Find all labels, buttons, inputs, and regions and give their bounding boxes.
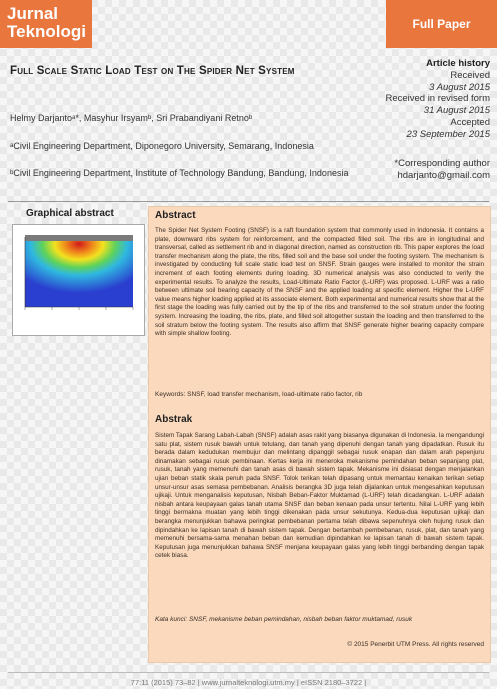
header-divider — [8, 201, 489, 202]
abstract-heading: Abstract — [155, 210, 196, 221]
abstract-keywords: Keywords: SNSF, load transfer mechanism, load-ultimate ratio factor, rib — [155, 391, 363, 398]
article-authors: Helmy Darjantoᵃ*, Masyhur Irsyamᵇ, Sri Prabandiyani Retnoᵇ — [10, 113, 253, 123]
history-title: Article history — [426, 58, 490, 69]
affiliation-b: ᵇCivil Engineering Department, Institute of Technology Bandung, Bandung, Indonesia — [10, 168, 349, 178]
corresponding-label: *Corresponding author — [394, 158, 490, 169]
paper-type-label: Full Paper — [412, 17, 471, 31]
accepted-label: Accepted — [450, 116, 490, 128]
footer-citation: 77:11 (2015) 73–82 | www.jurnalteknologi.utm.my | eISSN 2180–3722 | — [130, 678, 367, 687]
corresponding-author — [350, 158, 490, 182]
corresponding-email[interactable]: hdarjanto@gmail.com — [397, 170, 490, 181]
article-title: Full Scale Static Load Test on The Spider Net System — [10, 65, 295, 77]
abstrak-heading: Abstrak — [155, 414, 193, 425]
paper-type-block — [386, 0, 497, 48]
journal-name-line1: Jurnal — [7, 4, 59, 23]
footer-divider — [8, 672, 489, 673]
revised-date: 31 August 2015 — [423, 105, 490, 117]
revised-label: Received in revised form — [385, 93, 490, 105]
journal-logo-block — [0, 0, 92, 48]
abstrak-text: Sistem Tapak Sarang Labah-Labah (SNSF) adalah asas rakit yang biasanya digunakan di Indonesia. Ia mengandungi satu plat, sistem rusuk bawah untuk tetulang, dan tanah yang dipenuhi dengan tanah yang dipadatkan. Rusuk itu berada dalam kedudukan membujur dan melintang dipanggil sebagai rusuk enapan dan dalam arah pepenjuru dinamakan sebagai rusuk pembinaan. Kertas kerja ini meneroka mekanisme pemindahan beban sepanjang plat, rusuk, tanah yang memenuhi dan tanah asas di bawah sistem tapak. Mekanisme ini disiasat dengan menjalankan ujian beban statik skala penuh pada SNSF. Tolok terikan telah dipasang untuk memantau kenaikan terikan setiap unsur-unsur asas semasa pembebanan. Analisis berangka 3D juga telah dijalankan untuk mengesahkan keputusan ujikaji. Untuk menganalisis keputusan, Nisbah Beban-Faktor Muktamad (L-URF) telah dicadangkan. L-URF adalah nisbah antara keupayaan galas tanah utama SNSF dan beban kenaan pada unsur tertentu. Nilai L-URF yang lebih tinggi bermakna muatan yang lebih tinggi dikenakan pada unsur sekutunya. Kedua-dua keputusan ujikaji dan berangka menunjukkan bahawa peringkat pembebanan pertama telah dibawa sepenuhnya oleh hujung rusuk dan dipindahkan ke lapisan tanah di bawah sistem tapak. Dengan bertambah pembebanan, rusuk, plat, dan tanah yang memenuhi bersama-sama menahan beban dan kemudian dipindahkan ke lapisan tanah di bawah sistem tapak. Keputusan juga menunjukkan bahawa SNSF menjana keupayaan galas yang lebih tinggi berbanding dengan tapak cetek biasa. — [155, 432, 484, 560]
copyright-notice: © 2015 Penerbit UTM Press. All rights reserved — [347, 641, 484, 648]
affiliation-a: ᵃCivil Engineering Department, Diponegoro University, Semarang, Indonesia — [10, 141, 314, 151]
abstract-panel — [148, 206, 491, 663]
contour-plot-image — [13, 225, 144, 335]
journal-name — [7, 5, 86, 41]
graphical-abstract-figure — [12, 224, 145, 336]
received-date: 3 August 2015 — [429, 81, 490, 93]
received-label: Received — [450, 69, 490, 81]
article-history — [360, 58, 490, 141]
abstract-text: The Spider Net System Footing (SNSF) is a raft foundation system that commonly used in Indonesia. It contains a plate, downward ribs system for reinforcement, and the compacted filled soil. The ribs are in longitudinal and transversal, called as settlement rib and in diagonal direction, named as construction rib. This paper explores the load transfer mechanism along the plate, the ribs, filled soil and the base soil under the footing system. The mechanism is investigated by conducting full scale static load test on SNSF. Strain gauges were installed to monitor the strain increment of each footing elements during loading. 3D numerical analysis was also conducted to verify the experimental results. To analyze the results, Load-Ultimate Ratio Factor (L-URF) was proposed. L-URF was a ratio between ultimate soil bearing capacity of the SNSF and the applied loading at specific element. Higher the L-URF value means higher loading applied at its associate element. Both experimental and numerical results show that at the first stage the loading was fully carried out by the tip of the ribs and transferred to the soil stratum under the footing system. Increasing the loading, the ribs, plate, and filled soil altogether sustain the loading and then transferred to the soil stratum below the footing system. The results also affirm that SNSF generate higher bearing capacity compare with simple shallow footing. — [155, 227, 484, 338]
graphical-abstract-title: Graphical abstract — [26, 208, 114, 219]
accepted-date: 23 September 2015 — [406, 128, 490, 140]
journal-name-line2: Teknologi — [7, 22, 87, 41]
abstrak-keywords: Kata kunci: SNSF, mekanisme beban pemindahan, nisbah beban faktor muktamad, rusuk — [155, 616, 413, 623]
